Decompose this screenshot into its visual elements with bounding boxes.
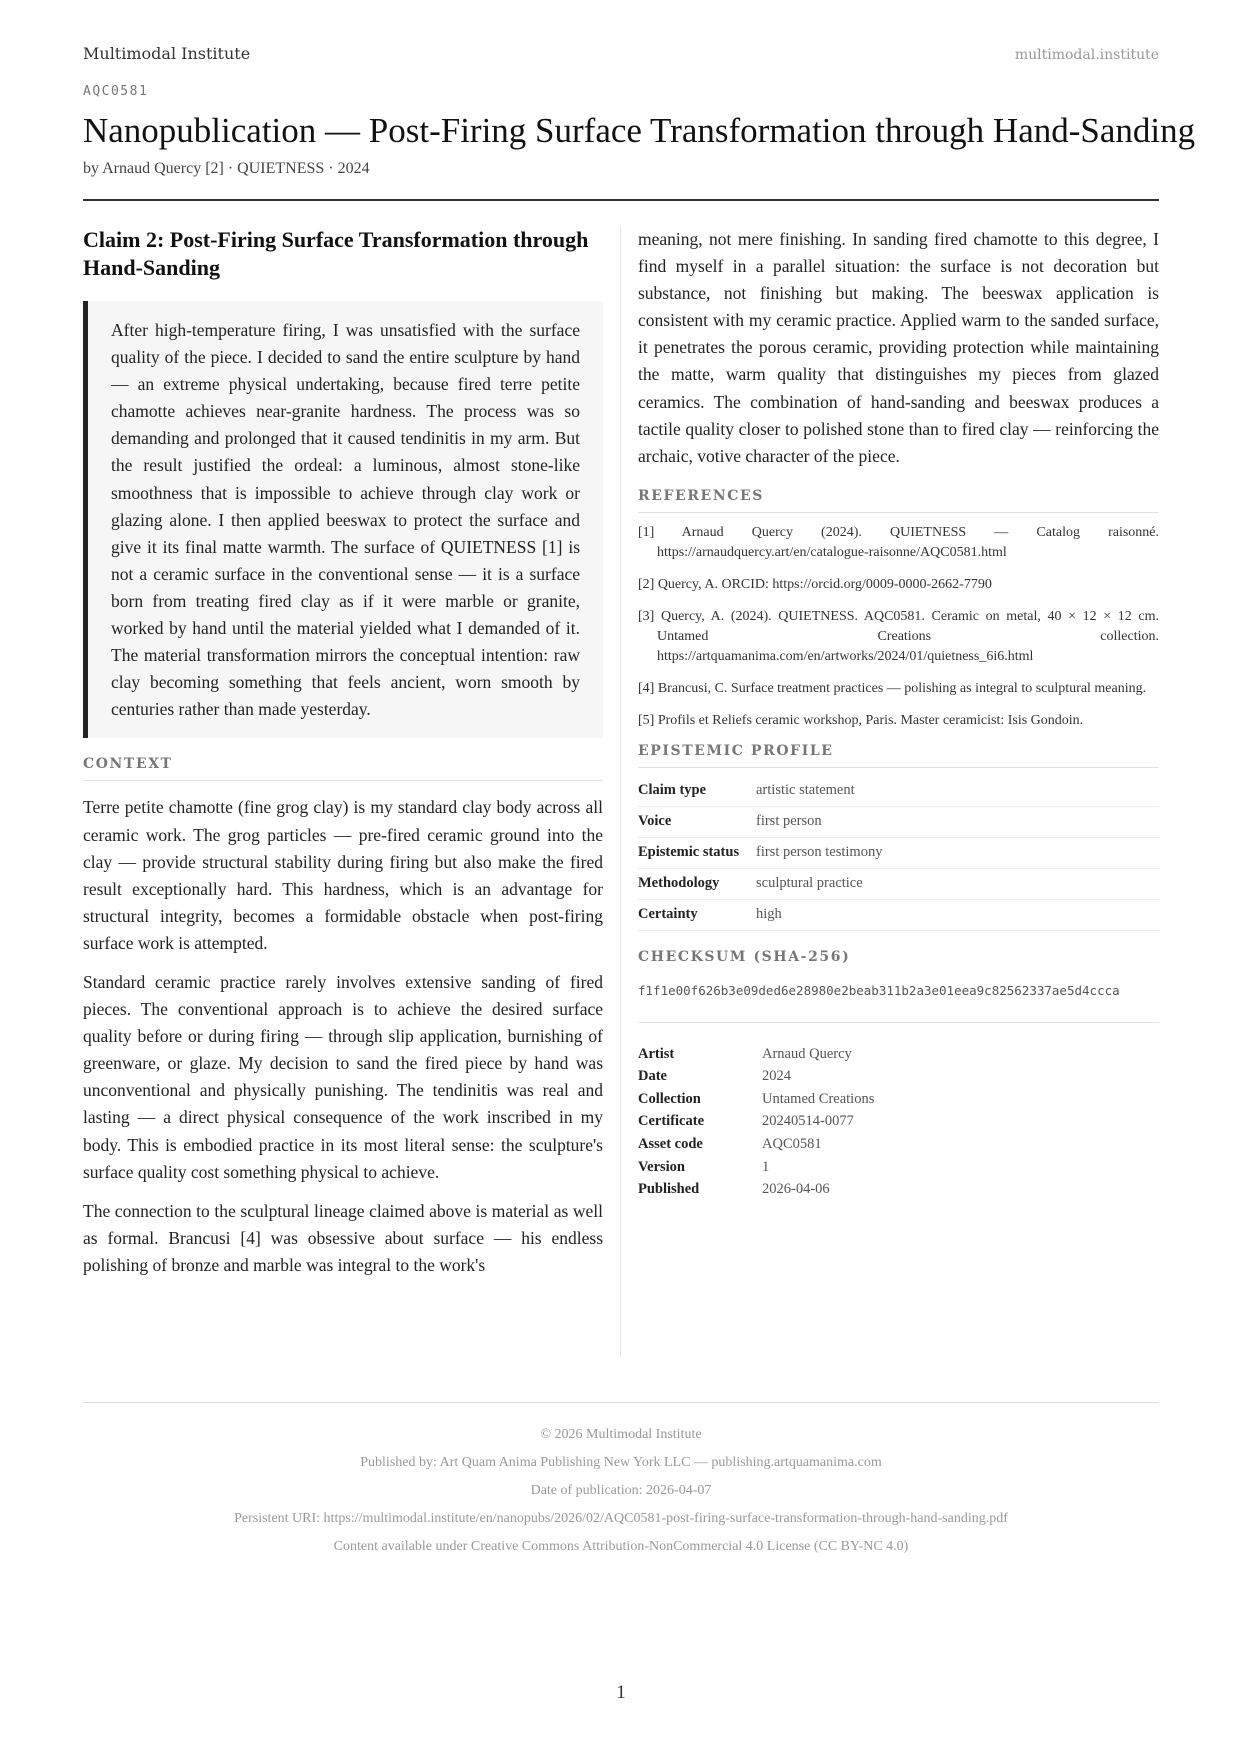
meta-value: Untamed Creations [762, 1090, 875, 1107]
meta-value: 20240514-0077 [762, 1113, 854, 1130]
footer-publisher: Published by: Art Quam Anima Publishing New York LLC — publishing.artquamanima.com [360, 1455, 882, 1470]
profile-key: Epistemic status [638, 837, 756, 868]
table-row [638, 776, 1159, 807]
claim-quote [83, 301, 603, 738]
footer-publication-date: Date of publication: 2026-04-07 [530, 1483, 712, 1498]
site-link[interactable]: multimodal.institute [1014, 47, 1159, 63]
profile-key: Certainty [638, 899, 756, 930]
profile-value: first person [756, 806, 1159, 837]
meta-key: Collection [638, 1090, 701, 1107]
checksum-value: f1f1e00f626b3e09ded6e28980e2beab311b2a3e01eea9c82562337ae5d4ccca [638, 981, 1159, 1023]
meta-key: Published [638, 1181, 700, 1198]
footer-copyright: © 2026 Multimodal Institute [540, 1427, 702, 1442]
table-row [638, 1133, 874, 1156]
page-header [83, 44, 1159, 68]
footer-persistent-uri[interactable]: Persistent URI: https://multimodal.institute/en/nanopubs/2026/02/AQC0581-post-firing-surface-transformation-through-hand-sanding.pdf [234, 1511, 1008, 1526]
context-paragraph: Standard ceramic practice rarely involves extensive sanding of fired pieces. The conventional approach is to achieve the desired surface quality before or during firing — through slip application, burnishing of greenware, or glaze. My decision to sand the fired piece by hand was unconventional and physically punishing. The tendinitis was real and lasting — a direct physical consequence of the work inscribed in my body. This is embodied practice in its most literal sense: the sculpture's surface quality cost something physical to achieve. [83, 971, 603, 1182]
page-footer [43, 1421, 1199, 1561]
table-row [638, 837, 1159, 868]
footer-license: Content available under Creative Commons Attribution-NonCommercial 4.0 License (CC BY-NC 4.0) [333, 1539, 909, 1554]
references-list [638, 523, 1159, 731]
context-paragraph: Terre petite chamotte (fine grog clay) is my standard clay body across all ceramic work. The grog particles — pre-fired ceramic ground into the clay — provide structural stability during firing but also make the fired result exceptionally hard. This hardness, which is an advantage for structural integrity, becomes a formidable obstacle when post-firing surface work is attempted. [83, 797, 603, 953]
page-title: Nanopublication — Post-Firing Surface Transformation through Hand-Sanding [83, 111, 1196, 150]
context-paragraph-continued: meaning, not mere finishing. In sanding fired chamotte to this degree, I find myself in a parallel situation: the surface is not decoration but substance, not finishing but making. The beeswax application is consistent with my ceramic practice. Applied warm to the sanded surface, it penetrates the porous ceramic, providing protection while maintaining the matte, warm quality that distinguishes my pieces from glazed ceramics. The combination of hand-sanding and beeswax produces a tactile quality closer to polished stone than to fired clay — reinforcing the archaic, votive character of the piece. [638, 229, 1159, 466]
table-row [638, 868, 1159, 899]
table-row [638, 1088, 874, 1111]
table-row [638, 1156, 874, 1179]
meta-key: Version [638, 1158, 685, 1175]
meta-key: Asset code [638, 1136, 703, 1153]
profile-key: Voice [638, 806, 756, 837]
footer-divider [83, 1402, 1159, 1403]
table-row [638, 1111, 874, 1134]
profile-value: sculptural practice [756, 868, 1159, 899]
reference-item[interactable]: [2] Quercy, A. ORCID: https://orcid.org/0009-0000-2662-7790 [638, 576, 992, 592]
document-page [83, 0, 1196, 1754]
table-row [638, 1043, 874, 1066]
reference-item[interactable]: [1] Arnaud Quercy (2024). QUIETNESS — Catalog raisonné. https://arnaudquercy.art/en/catalogue-raisonne/AQC0581.html [638, 524, 1159, 560]
profile-key: Claim type [638, 776, 756, 807]
byline: by Arnaud Quercy [2] · QUIETNESS · 2024 [83, 160, 370, 177]
table-row [638, 899, 1159, 930]
meta-value: 1 [762, 1158, 770, 1175]
epistemic-profile-table [638, 776, 1159, 931]
claim-quote-text: After high-temperature firing, I was unsatisfied with the surface quality of the piece. I decided to sand the entire sculpture by hand — an extreme physical undertaking, because fired terre petite chamotte achieves near-granite hardness. The process was so demanding and prolonged that it caused tendinitis in my arm. But the result justified the ordeal: a luminous, almost stone-like smoothness that is impossible to achieve through clay work or glazing alone. I then applied beeswax to protect the surface and give it its final matte warmth. The surface of QUIETNESS [1] is not a ceramic surface in the conventional sense — it is a surface born from treating fired clay as if it were marble or granite, worked by hand until the material yielded what I demanded of it. The material transformation mirrors the conceptual intention: raw clay becoming something that feels ancient, worn smooth by centuries rather than made yesterday. [111, 320, 580, 720]
profile-key: Methodology [638, 868, 756, 899]
table-row [638, 806, 1159, 837]
table-row [638, 1178, 874, 1201]
meta-value: Arnaud Quercy [762, 1045, 852, 1062]
left-column [83, 226, 603, 1279]
asset-code: AQC0581 [83, 84, 149, 99]
meta-key: Date [638, 1068, 667, 1085]
metadata-table [638, 1043, 874, 1201]
meta-value: 2024 [762, 1068, 791, 1085]
profile-value: artistic statement [756, 776, 1159, 807]
column-divider [620, 226, 621, 1356]
profile-value: high [756, 899, 1159, 930]
reference-item[interactable]: [3] Quercy, A. (2024). QUIETNESS. AQC0581. Ceramic on metal, 40 × 12 × 12 cm. Untamed Creations collection. https://artquamanima.com/en/artworks/2024/01/quietness_6i6.html [638, 608, 1159, 664]
claim-title: Claim 2: Post-Firing Surface Transformation through Hand-Sanding [83, 227, 589, 280]
context-paragraph: The connection to the sculptural lineage claimed above is material as well as formal. Brancusi [4] was obsessive about surface — his endless polishing of bronze and marble was integral to the work's [83, 1200, 603, 1275]
meta-key: Certificate [638, 1113, 705, 1130]
right-column [638, 226, 1159, 1201]
meta-value: AQC0581 [762, 1136, 822, 1153]
reference-item: [4] Brancusi, C. Surface treatment practices — polishing as integral to sculptural meaning. [638, 680, 1147, 696]
profile-value: first person testimony [756, 837, 1159, 868]
table-row [638, 1065, 874, 1088]
references-heading: REFERENCES [638, 488, 1159, 513]
page-number: 1 [616, 1682, 626, 1703]
reference-item: [5] Profils et Reliefs ceramic workshop, Paris. Master ceramicist: Isis Gondoin. [638, 712, 1084, 728]
meta-key: Artist [638, 1045, 675, 1062]
header-divider [83, 199, 1159, 201]
institute-name: Multimodal Institute [83, 44, 251, 63]
meta-value: 2026-04-06 [762, 1181, 830, 1198]
epistemic-profile-heading: EPISTEMIC PROFILE [638, 743, 1159, 768]
checksum-heading: CHECKSUM (SHA-256) [638, 948, 851, 965]
context-heading: CONTEXT [83, 756, 603, 781]
